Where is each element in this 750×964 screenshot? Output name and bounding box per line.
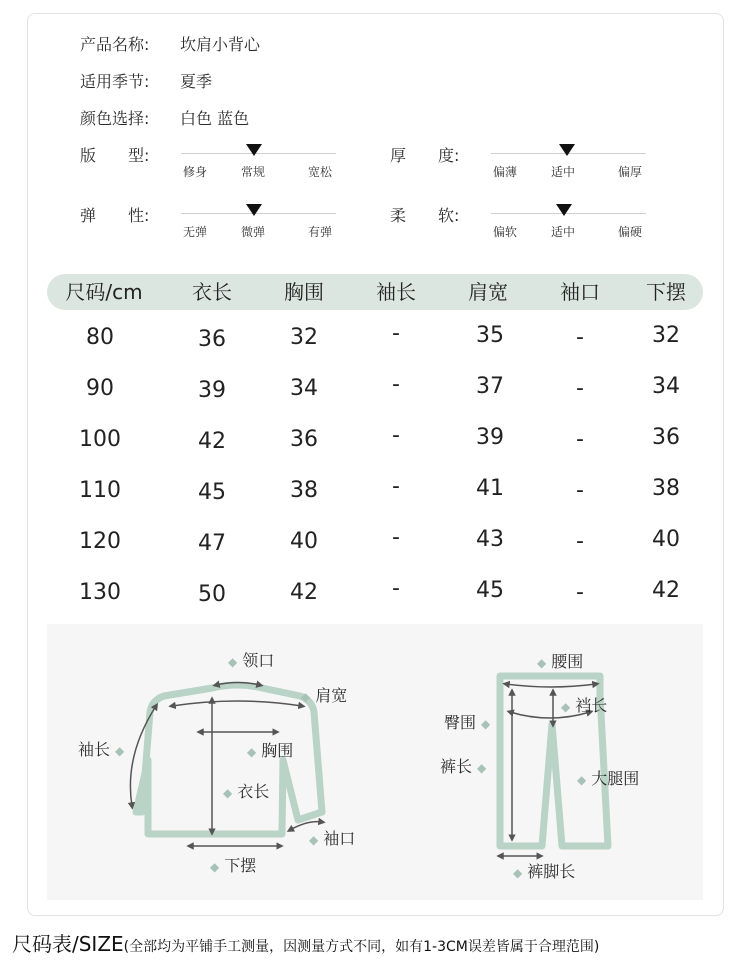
- hem-label: ◆ 下摆: [210, 856, 257, 875]
- table-cell: 38: [652, 476, 680, 501]
- scale-option: 修身: [183, 165, 208, 179]
- header-length: 衣长: [192, 280, 232, 304]
- pants-length-label: 裤长 ◆: [440, 757, 487, 776]
- product-name-label: 产品名称:: [80, 35, 150, 54]
- diamond-bullet-icon: ◆: [309, 833, 319, 847]
- header-cuff: 袖口: [560, 280, 600, 304]
- cuff-label: ◆ 袖口: [309, 829, 356, 848]
- diamond-bullet-icon: ◆: [561, 700, 571, 714]
- table-cell: 34: [290, 376, 318, 401]
- collar-label: ◆ 领口: [228, 651, 275, 670]
- fit-label: 版 型:: [80, 146, 150, 165]
- scale-option: 有弹: [308, 225, 333, 239]
- table-cell: 50: [198, 582, 226, 607]
- scale-option: 适中: [551, 225, 576, 239]
- crotch-label: ◆ 裆长: [561, 696, 608, 715]
- table-cell: -: [576, 427, 584, 452]
- scale-option: 偏软: [493, 225, 518, 239]
- diamond-bullet-icon: ◆: [301, 690, 311, 704]
- diamond-bullet-icon: ◆: [477, 761, 487, 775]
- table-cell: 42: [652, 578, 680, 603]
- scale-option: 偏薄: [493, 165, 518, 179]
- table-cell: 32: [290, 325, 318, 350]
- diamond-bullet-icon: ◆: [115, 744, 125, 758]
- table-cell: -: [576, 325, 584, 350]
- table-cell: 36: [652, 425, 680, 450]
- table-cell: 45: [476, 578, 504, 603]
- diamond-bullet-icon: ◆: [577, 773, 587, 787]
- diamond-bullet-icon: ◆: [513, 866, 523, 880]
- table-cell: -: [392, 474, 400, 499]
- table-cell: 45: [198, 480, 226, 505]
- diamond-bullet-icon: ◆: [228, 655, 238, 669]
- product-name-value: 坎肩小背心: [180, 35, 261, 54]
- table-cell: 37: [476, 374, 504, 399]
- scale-option: 无弹: [183, 225, 208, 239]
- scale-option: 微弹: [241, 225, 266, 239]
- table-cell: -: [392, 525, 400, 550]
- table-cell: 40: [652, 527, 680, 552]
- waist-label: ◆ 腰围: [537, 652, 584, 671]
- table-cell: -: [392, 423, 400, 448]
- softness-label: 柔 软:: [390, 206, 460, 225]
- header-shoulder: 肩宽: [468, 280, 508, 304]
- length-label: ◆ 衣长: [223, 782, 270, 801]
- color-value: 白色 蓝色: [180, 109, 250, 128]
- table-cell: 80: [86, 325, 114, 350]
- header-sleeve: 袖长: [376, 280, 416, 304]
- table-cell: -: [392, 372, 400, 397]
- diamond-bullet-icon: ◆: [223, 786, 233, 800]
- diamond-bullet-icon: ◆: [247, 745, 257, 759]
- table-cell: -: [576, 478, 584, 503]
- scale-option: 偏硬: [618, 225, 643, 239]
- thickness-label: 厚 度:: [390, 146, 460, 165]
- table-cell: 39: [476, 425, 504, 450]
- table-cell: 42: [290, 580, 318, 605]
- scale-option: 常规: [241, 165, 266, 179]
- scale-option: 适中: [551, 165, 576, 179]
- table-cell: 36: [290, 427, 318, 452]
- header-chest: 胸围: [284, 280, 324, 304]
- header-size: 尺码/cm: [65, 280, 143, 304]
- season-label: 适用季节:: [80, 72, 150, 91]
- table-cell: 41: [476, 476, 504, 501]
- thigh-label: ◆ 大腿围: [577, 769, 640, 788]
- diamond-bullet-icon: ◆: [481, 717, 491, 731]
- diamond-bullet-icon: ◆: [537, 656, 547, 670]
- shirt-outline-icon: [136, 685, 322, 834]
- table-cell: 100: [79, 427, 121, 452]
- table-cell: -: [576, 376, 584, 401]
- table-cell: 120: [79, 529, 121, 554]
- hip-label: 臀围 ◆: [444, 713, 491, 732]
- leg-opening-label: ◆ 裤脚长: [513, 862, 576, 881]
- table-cell: 34: [652, 374, 680, 399]
- table-cell: 110: [79, 478, 121, 503]
- elasticity-label: 弹 性:: [80, 206, 150, 225]
- color-label: 颜色选择:: [80, 109, 150, 128]
- table-cell: 39: [198, 378, 226, 403]
- chest-label: ◆ 胸围: [247, 741, 294, 760]
- size-chart-title: 尺码表/SIZE: [12, 932, 124, 956]
- table-cell: 40: [290, 529, 318, 554]
- measurement-arrows: [130, 683, 322, 847]
- header-hem: 下摆: [646, 280, 686, 304]
- table-cell: 36: [198, 327, 226, 352]
- measurement-note: (全部均为平铺手工测量，因测量方式不同，如有1-3CM误差皆属于合理范围): [123, 939, 600, 955]
- table-cell: -: [576, 580, 584, 605]
- table-cell: 35: [476, 323, 504, 348]
- size-chart-footer: [12, 928, 599, 957]
- shoulder-label: ◆ 肩宽: [301, 686, 348, 705]
- season-value: 夏季: [180, 72, 213, 91]
- diamond-bullet-icon: ◆: [210, 860, 220, 874]
- table-cell: 90: [86, 376, 114, 401]
- sleeve-label: 袖长 ◆: [78, 740, 125, 759]
- table-cell: 38: [290, 478, 318, 503]
- table-cell: 47: [198, 531, 226, 556]
- table-cell: 43: [476, 527, 504, 552]
- table-cell: 42: [198, 429, 226, 454]
- table-cell: -: [392, 576, 400, 601]
- scale-option: 宽松: [308, 165, 333, 179]
- table-cell: 130: [79, 580, 121, 605]
- scale-option: 偏厚: [618, 165, 643, 179]
- table-cell: -: [392, 321, 400, 346]
- table-cell: -: [576, 529, 584, 554]
- table-cell: 32: [652, 323, 680, 348]
